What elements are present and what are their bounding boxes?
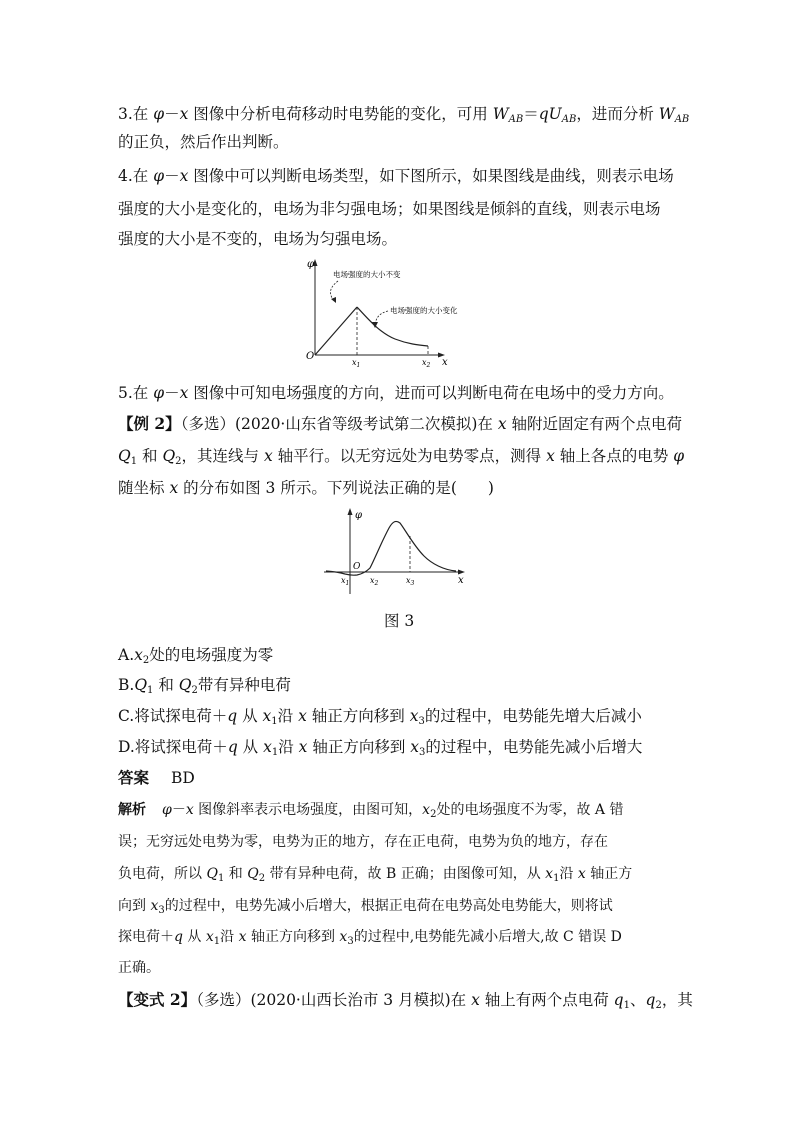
phi-symbol: φ bbox=[153, 167, 165, 185]
figure-3-caption: 图 3 bbox=[384, 612, 415, 630]
text: 图像中可知电场强度的方向，进而可以判断电荷在电场中的受力方向。 bbox=[188, 384, 674, 402]
fig3-axis-x: x bbox=[458, 575, 464, 586]
text: C.将试探电荷＋ bbox=[118, 707, 228, 725]
x-symbol: x bbox=[238, 929, 247, 945]
x-symbol: x bbox=[205, 929, 214, 945]
analysis-line-3 bbox=[118, 864, 632, 884]
sub: 3 bbox=[419, 747, 426, 758]
sub: 3 bbox=[347, 936, 354, 947]
x-symbol: x bbox=[263, 738, 272, 756]
x-symbol: x bbox=[298, 707, 307, 725]
figure-3 bbox=[322, 506, 472, 596]
fig1-axis-x: x bbox=[442, 357, 448, 368]
x-symbol: x bbox=[471, 991, 480, 1009]
text: 随坐标 bbox=[118, 479, 170, 497]
para-3-line-1 bbox=[118, 104, 689, 124]
Q-symbol: Q bbox=[247, 866, 259, 882]
W-symbol: W bbox=[492, 105, 509, 123]
text: ，其 bbox=[661, 991, 693, 1009]
q-symbol: q bbox=[227, 707, 238, 725]
x-axis-arrow bbox=[458, 570, 465, 575]
linear-segment bbox=[315, 307, 357, 355]
text: 从 bbox=[182, 929, 206, 945]
text: 5.在 bbox=[118, 384, 154, 402]
fig3-x3-label: $x_3$ bbox=[406, 576, 415, 587]
x-symbol: x bbox=[546, 447, 555, 465]
q-symbol: q bbox=[227, 738, 238, 756]
x-symbol: x bbox=[298, 738, 308, 756]
x-symbol: x bbox=[179, 167, 189, 185]
text: 4.在 bbox=[118, 167, 154, 185]
example-tag: 【例 2】 bbox=[118, 414, 181, 433]
x-symbol: x bbox=[339, 929, 348, 945]
q-symbol: q bbox=[613, 991, 624, 1009]
para-4-line-2: 强度的大小是变化的，电场为非匀强电场；如果图线是倾斜的直线，则表示电场 bbox=[118, 200, 661, 218]
analysis-line-5 bbox=[118, 927, 622, 947]
text: 沿 bbox=[277, 707, 299, 725]
text: A. bbox=[118, 646, 135, 664]
text: 带有异种电荷，故 B 正确；由图像可知，从 bbox=[265, 866, 546, 882]
x-symbol: x bbox=[185, 802, 194, 818]
text: 从 bbox=[237, 738, 264, 756]
x-symbol: x bbox=[150, 898, 159, 914]
fig3-x1-label: $x_1$ bbox=[341, 576, 350, 587]
label-variable-field: 电场强度的大小变化 bbox=[390, 306, 458, 315]
answer-label: 答案 bbox=[118, 768, 150, 787]
text: 轴正方向移到 bbox=[306, 707, 410, 725]
fig1-x2-label: $x_2$ bbox=[422, 358, 431, 369]
Q-symbol: Q bbox=[178, 676, 192, 694]
text: 从 bbox=[237, 707, 263, 725]
text: 轴正方向移到 bbox=[246, 929, 340, 945]
text: 向到 bbox=[118, 898, 151, 914]
sub: 3 bbox=[418, 716, 425, 727]
x-symbol: x bbox=[410, 738, 420, 756]
text: 沿 bbox=[559, 866, 578, 882]
text: － bbox=[171, 802, 186, 818]
fig3-axis-y: φ bbox=[355, 510, 363, 521]
x-symbol: x bbox=[577, 866, 586, 882]
option-a bbox=[118, 645, 273, 665]
x-symbol: x bbox=[263, 447, 273, 465]
text: 3.在 bbox=[118, 105, 154, 123]
q-symbol: q bbox=[174, 929, 183, 945]
text: 的过程中，电势能先减小后增大 bbox=[425, 738, 643, 756]
analysis-label: 解析 bbox=[118, 802, 146, 818]
sub-AB: AB bbox=[674, 114, 690, 125]
sub: 2 bbox=[142, 655, 150, 666]
sub: 1 bbox=[623, 1000, 630, 1011]
sub: 2 bbox=[655, 1000, 662, 1011]
answer-line bbox=[118, 768, 195, 788]
sub-AB: AB bbox=[561, 114, 577, 125]
text: 轴上各点的电势 bbox=[554, 447, 674, 465]
sub: 1 bbox=[217, 873, 225, 884]
sub: 1 bbox=[147, 685, 154, 696]
text: 轴正方 bbox=[585, 866, 633, 882]
sub: 1 bbox=[271, 716, 278, 727]
x-symbol: x bbox=[134, 646, 143, 664]
sub: 1 bbox=[553, 873, 560, 884]
analysis-line-1 bbox=[118, 800, 623, 820]
U-symbol: U bbox=[548, 105, 562, 123]
q-symbol: q bbox=[645, 991, 656, 1009]
sub: 2 bbox=[258, 873, 266, 884]
option-b bbox=[118, 675, 291, 695]
y-axis-arrow bbox=[348, 508, 353, 515]
analysis-line-6: 正确。 bbox=[118, 960, 160, 976]
text: 图像中可以判断电场类型，如下图所示，如果图线是曲线，则表示电场 bbox=[188, 167, 674, 185]
phi-symbol: φ bbox=[162, 802, 172, 818]
fig3-origin: O bbox=[353, 562, 361, 572]
variant-2-line-1 bbox=[118, 990, 693, 1010]
text: 的过程中，电势先减小后增大，根据正电荷在电势高处电势能大，则将试 bbox=[164, 898, 613, 914]
variant-tag: 【变式 2】 bbox=[118, 990, 197, 1009]
phi-x-figure bbox=[300, 255, 460, 370]
q-symbol: q bbox=[538, 105, 549, 123]
potential-curve bbox=[326, 521, 456, 575]
text: 、 bbox=[629, 991, 646, 1009]
analysis-line-4 bbox=[118, 896, 613, 916]
sub: 2 bbox=[430, 809, 437, 820]
arrow-head-1 bbox=[331, 297, 336, 303]
sub: 1 bbox=[271, 747, 279, 758]
answer-value: BD bbox=[171, 769, 195, 787]
text: 和 bbox=[224, 866, 248, 882]
text: 轴正方向移到 bbox=[307, 738, 411, 756]
text: D.将试探电荷＋ bbox=[118, 738, 228, 756]
option-c bbox=[118, 706, 642, 726]
para-4-line-1 bbox=[118, 166, 674, 186]
text: 的过程中，电势能先增大后减小 bbox=[424, 707, 642, 725]
text: 的过程中,电势能先减小后增大,故 C 错误 D bbox=[353, 929, 622, 945]
fig1-origin: O bbox=[306, 351, 315, 362]
phi-symbol: φ bbox=[153, 384, 165, 402]
text: ，其连线与 bbox=[181, 447, 264, 465]
Q-symbol: Q bbox=[162, 447, 176, 465]
Q-symbol: Q bbox=[206, 866, 218, 882]
sub: 2 bbox=[191, 685, 198, 696]
x-symbol: x bbox=[169, 479, 179, 497]
sub: 2 bbox=[175, 456, 182, 467]
para-4-line-3: 强度的大小是不变的，电场为匀强电场。 bbox=[118, 230, 398, 248]
sub: 3 bbox=[158, 905, 165, 916]
text: － bbox=[164, 105, 180, 123]
option-d bbox=[118, 737, 642, 757]
W-symbol: W bbox=[658, 105, 675, 123]
sub: 1 bbox=[213, 936, 221, 947]
x-symbol: x bbox=[262, 707, 272, 725]
x-symbol: x bbox=[179, 384, 189, 402]
text: 带有异种电荷 bbox=[197, 676, 291, 694]
text: 轴平行。以无穷远处为电势零点，测得 bbox=[272, 447, 547, 465]
text: （多选）(2020·山西长治市 3 月模拟)在 bbox=[196, 991, 472, 1009]
example-2-line-1 bbox=[118, 414, 682, 434]
phi-symbol: φ bbox=[673, 447, 685, 465]
phi-symbol: φ bbox=[153, 105, 165, 123]
fig1-axis-y: φ bbox=[307, 259, 315, 270]
text: B. bbox=[118, 676, 135, 694]
analysis-line-2: 误；无穷远处电势为零，电势为正的地方，存在正电荷，电势为负的地方，存在 bbox=[118, 834, 608, 850]
x-symbol: x bbox=[179, 105, 189, 123]
example-2-line-3 bbox=[118, 478, 494, 498]
text: － bbox=[164, 384, 180, 402]
text: 轴附近固定有两个点电荷 bbox=[506, 415, 683, 433]
sub: 1 bbox=[130, 456, 138, 467]
text: 沿 bbox=[220, 929, 239, 945]
x-symbol: x bbox=[422, 802, 431, 818]
fig1-x1-label: $x_1$ bbox=[352, 358, 361, 369]
text: （多选）(2020·山东省等级考试第二次模拟)在 bbox=[180, 415, 498, 433]
text: 图像斜率表示电场强度，由图可知， bbox=[193, 802, 423, 818]
example-2-line-2 bbox=[118, 446, 684, 466]
text: ＝ bbox=[523, 105, 539, 123]
text: 和 bbox=[153, 676, 179, 694]
para-3-line-2: 的正负，然后作出判断。 bbox=[118, 133, 289, 151]
Q-symbol: Q bbox=[134, 676, 148, 694]
fig3-x2-label: $x_2$ bbox=[370, 576, 379, 587]
Q-symbol: Q bbox=[118, 447, 131, 465]
text: 和 bbox=[137, 447, 163, 465]
text: 的分布如图 3 所示。下列说法正确的是( ) bbox=[178, 479, 494, 497]
label-constant-field: 电场强度的大小不变 bbox=[333, 270, 401, 279]
text: 探电荷＋ bbox=[118, 929, 174, 945]
x-symbol: x bbox=[545, 866, 554, 882]
text: 沿 bbox=[278, 738, 299, 756]
sub-AB: AB bbox=[508, 114, 524, 125]
x-symbol: x bbox=[497, 415, 507, 433]
x-symbol: x bbox=[409, 707, 419, 725]
text: 处的电场强度不为零，故 A 错 bbox=[436, 802, 624, 818]
text: 处的电场强度为零 bbox=[149, 646, 274, 664]
text: 图像中分析电荷移动时电势能的变化，可用 bbox=[188, 105, 493, 123]
para-5-line-1 bbox=[118, 383, 674, 403]
text: 轴上有两个点电荷 bbox=[479, 991, 614, 1009]
text: － bbox=[164, 167, 180, 185]
text: 负电荷，所以 bbox=[118, 866, 207, 882]
text: ，进而分析 bbox=[576, 105, 659, 123]
